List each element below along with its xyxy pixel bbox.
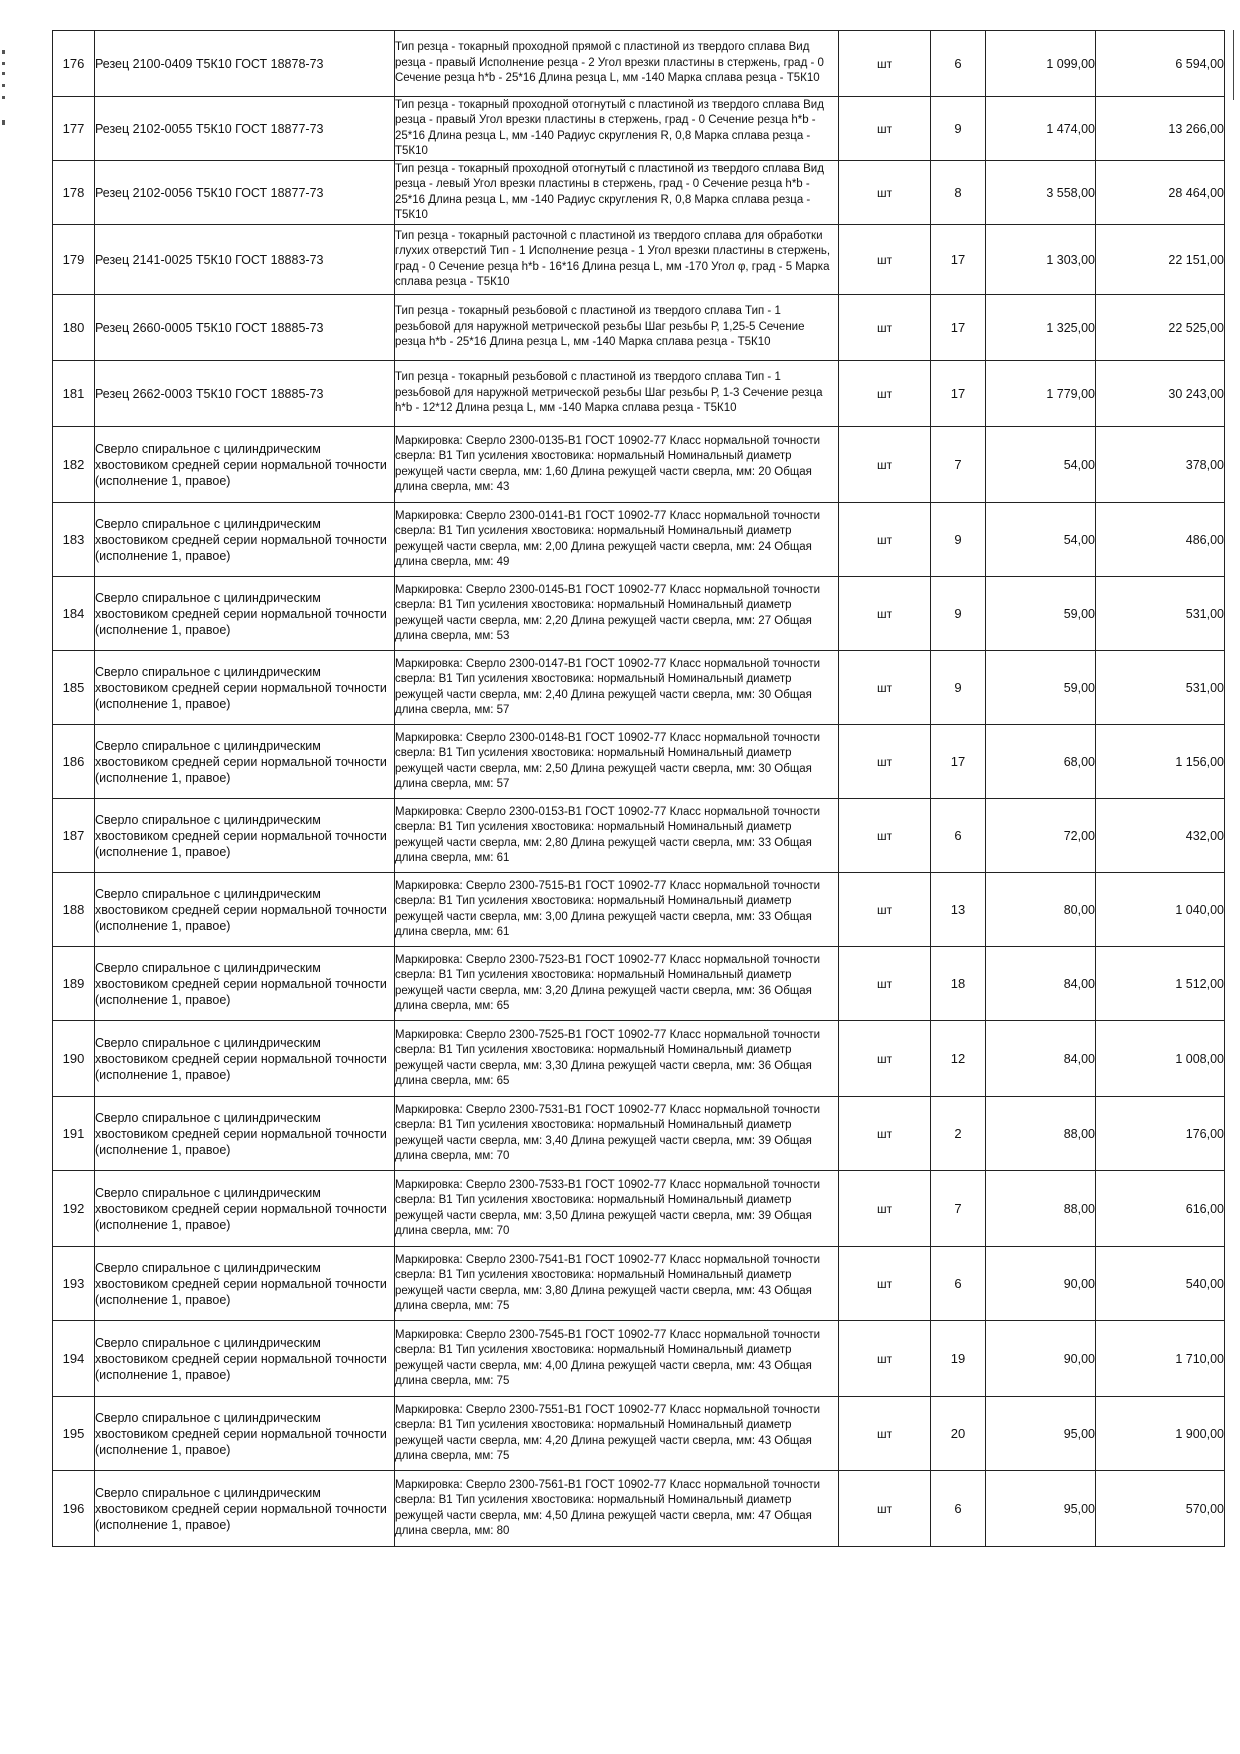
item-description: Маркировка: Сверло 2300-7531-В1 ГОСТ 10902-77 Класс нормальной точности сверла: В1 Тип усиления хвостовика: нормальный Номинальный диаметр режущей части сверла, мм: 3,40 Длина режущей части сверла, мм: 39 Общая длина сверла, мм: 70 bbox=[395, 1097, 839, 1171]
line-total: 540,00 bbox=[1096, 1247, 1225, 1321]
unit-of-measure: шт bbox=[839, 427, 931, 503]
unit-of-measure: шт bbox=[839, 503, 931, 577]
item-name: Резец 2662-0003 Т5К10 ГОСТ 18885-73 bbox=[95, 361, 395, 427]
item-description: Тип резца - токарный проходной прямой с пластиной из твердого сплава Вид резца - правый Исполнение резца - 2 Угол врезки пластины в стержень, град - 0 Сечение резца h*b - 25*16 Длина резца L, мм -140 Марка сплава резца - Т5К10 bbox=[395, 31, 839, 97]
quantity: 17 bbox=[931, 361, 986, 427]
unit-of-measure: шт bbox=[839, 1321, 931, 1397]
item-name: Сверло спиральное с цилиндрическим хвостовиком средней серии нормальной точности (исполнение 1, правое) bbox=[95, 651, 395, 725]
unit-of-measure: шт bbox=[839, 725, 931, 799]
unit-of-measure: шт bbox=[839, 651, 931, 725]
line-total: 1 710,00 bbox=[1096, 1321, 1225, 1397]
quantity: 13 bbox=[931, 873, 986, 947]
item-description: Маркировка: Сверло 2300-7523-В1 ГОСТ 10902-77 Класс нормальной точности сверла: В1 Тип усиления хвостовика: нормальный Номинальный диаметр режущей части сверла, мм: 3,20 Длина режущей части сверла, мм: 36 Общая длина сверла, мм: 65 bbox=[395, 947, 839, 1021]
unit-price: 1 099,00 bbox=[986, 31, 1096, 97]
quantity: 20 bbox=[931, 1397, 986, 1471]
quantity: 8 bbox=[931, 161, 986, 225]
row-number: 191 bbox=[53, 1097, 95, 1171]
quantity: 9 bbox=[931, 503, 986, 577]
table-row bbox=[53, 873, 1225, 947]
item-name: Резец 2141-0025 Т5К10 ГОСТ 18883-73 bbox=[95, 225, 395, 295]
line-total: 1 900,00 bbox=[1096, 1397, 1225, 1471]
scan-mark bbox=[2, 62, 5, 65]
line-total: 486,00 bbox=[1096, 503, 1225, 577]
row-number: 184 bbox=[53, 577, 95, 651]
line-total: 6 594,00 bbox=[1096, 31, 1225, 97]
quantity: 17 bbox=[931, 725, 986, 799]
row-number: 179 bbox=[53, 225, 95, 295]
unit-price: 54,00 bbox=[986, 503, 1096, 577]
line-total: 1 008,00 bbox=[1096, 1021, 1225, 1097]
row-number: 192 bbox=[53, 1171, 95, 1247]
line-total: 1 040,00 bbox=[1096, 873, 1225, 947]
row-number: 193 bbox=[53, 1247, 95, 1321]
table-row bbox=[53, 947, 1225, 1021]
line-total: 1 156,00 bbox=[1096, 725, 1225, 799]
table-row bbox=[53, 503, 1225, 577]
quantity: 9 bbox=[931, 577, 986, 651]
unit-price: 1 303,00 bbox=[986, 225, 1096, 295]
row-number: 189 bbox=[53, 947, 95, 1021]
item-description: Тип резца - токарный резьбовой с пластиной из твердого сплава Тип - 1 резьбовой для наружной метрической резьбы Шаг резьбы Р, 1,25-5 Сечение резца h*b - 25*16 Длина резца L, мм -140 Марка сплава резца - Т5К10 bbox=[395, 295, 839, 361]
item-name: Сверло спиральное с цилиндрическим хвостовиком средней серии нормальной точности (исполнение 1, правое) bbox=[95, 1471, 395, 1547]
quantity: 12 bbox=[931, 1021, 986, 1097]
line-total: 22 525,00 bbox=[1096, 295, 1225, 361]
unit-price: 88,00 bbox=[986, 1097, 1096, 1171]
unit-of-measure: шт bbox=[839, 1021, 931, 1097]
row-number: 186 bbox=[53, 725, 95, 799]
item-name: Сверло спиральное с цилиндрическим хвостовиком средней серии нормальной точности (исполнение 1, правое) bbox=[95, 1021, 395, 1097]
unit-price: 88,00 bbox=[986, 1171, 1096, 1247]
quantity: 6 bbox=[931, 1471, 986, 1547]
scan-mark bbox=[2, 96, 5, 99]
unit-price: 68,00 bbox=[986, 725, 1096, 799]
scan-edge-line bbox=[1233, 30, 1234, 100]
item-description: Маркировка: Сверло 2300-7561-В1 ГОСТ 10902-77 Класс нормальной точности сверла: В1 Тип усиления хвостовика: нормальный Номинальный диаметр режущей части сверла, мм: 4,50 Длина режущей части сверла, мм: 47 Общая длина сверла, мм: 80 bbox=[395, 1471, 839, 1547]
quantity: 17 bbox=[931, 295, 986, 361]
item-name: Сверло спиральное с цилиндрическим хвостовиком средней серии нормальной точности (исполнение 1, правое) bbox=[95, 873, 395, 947]
table-row bbox=[53, 225, 1225, 295]
unit-of-measure: шт bbox=[839, 1097, 931, 1171]
item-name: Сверло спиральное с цилиндрическим хвостовиком средней серии нормальной точности (исполнение 1, правое) bbox=[95, 1397, 395, 1471]
table-row bbox=[53, 1171, 1225, 1247]
line-total: 616,00 bbox=[1096, 1171, 1225, 1247]
quantity: 6 bbox=[931, 31, 986, 97]
unit-of-measure: шт bbox=[839, 295, 931, 361]
item-description: Маркировка: Сверло 2300-0153-В1 ГОСТ 10902-77 Класс нормальной точности сверла: В1 Тип усиления хвостовика: нормальный Номинальный диаметр режущей части сверла, мм: 2,80 Длина режущей части сверла, мм: 33 Общая длина сверла, мм: 61 bbox=[395, 799, 839, 873]
item-name: Резец 2660-0005 Т5К10 ГОСТ 18885-73 bbox=[95, 295, 395, 361]
table-row bbox=[53, 1397, 1225, 1471]
table-row bbox=[53, 1247, 1225, 1321]
item-description: Маркировка: Сверло 2300-7515-В1 ГОСТ 10902-77 Класс нормальной точности сверла: В1 Тип усиления хвостовика: нормальный Номинальный диаметр режущей части сверла, мм: 3,00 Длина режущей части сверла, мм: 33 Общая длина сверла, мм: 61 bbox=[395, 873, 839, 947]
table-row bbox=[53, 1321, 1225, 1397]
line-total: 531,00 bbox=[1096, 577, 1225, 651]
table-row bbox=[53, 361, 1225, 427]
unit-of-measure: шт bbox=[839, 947, 931, 1021]
item-description: Маркировка: Сверло 2300-7533-В1 ГОСТ 10902-77 Класс нормальной точности сверла: В1 Тип усиления хвостовика: нормальный Номинальный диаметр режущей части сверла, мм: 3,50 Длина режущей части сверла, мм: 39 Общая длина сверла, мм: 70 bbox=[395, 1171, 839, 1247]
line-total: 176,00 bbox=[1096, 1097, 1225, 1171]
line-total: 30 243,00 bbox=[1096, 361, 1225, 427]
item-description: Маркировка: Сверло 2300-0148-В1 ГОСТ 10902-77 Класс нормальной точности сверла: В1 Тип усиления хвостовика: нормальный Номинальный диаметр режущей части сверла, мм: 2,50 Длина режущей части сверла, мм: 30 Общая длина сверла, мм: 57 bbox=[395, 725, 839, 799]
unit-of-measure: шт bbox=[839, 225, 931, 295]
row-number: 176 bbox=[53, 31, 95, 97]
quantity: 7 bbox=[931, 1171, 986, 1247]
item-name: Резец 2102-0055 Т5К10 ГОСТ 18877-73 bbox=[95, 97, 395, 161]
line-total: 432,00 bbox=[1096, 799, 1225, 873]
item-description: Маркировка: Сверло 2300-7525-В1 ГОСТ 10902-77 Класс нормальной точности сверла: В1 Тип усиления хвостовика: нормальный Номинальный диаметр режущей части сверла, мм: 3,30 Длина режущей части сверла, мм: 36 Общая длина сверла, мм: 65 bbox=[395, 1021, 839, 1097]
unit-of-measure: шт bbox=[839, 577, 931, 651]
unit-price: 1 325,00 bbox=[986, 295, 1096, 361]
item-name: Сверло спиральное с цилиндрическим хвостовиком средней серии нормальной точности (исполнение 1, правое) bbox=[95, 1171, 395, 1247]
scan-mark bbox=[2, 120, 5, 125]
unit-price: 84,00 bbox=[986, 1021, 1096, 1097]
row-number: 181 bbox=[53, 361, 95, 427]
scan-mark bbox=[2, 50, 5, 54]
item-name: Сверло спиральное с цилиндрическим хвостовиком средней серии нормальной точности (исполнение 1, правое) bbox=[95, 1321, 395, 1397]
item-name: Сверло спиральное с цилиндрическим хвостовиком средней серии нормальной точности (исполнение 1, правое) bbox=[95, 1247, 395, 1321]
row-number: 190 bbox=[53, 1021, 95, 1097]
unit-price: 1 474,00 bbox=[986, 97, 1096, 161]
table-row bbox=[53, 161, 1225, 225]
item-name: Сверло спиральное с цилиндрическим хвостовиком средней серии нормальной точности (исполнение 1, правое) bbox=[95, 577, 395, 651]
scan-mark bbox=[2, 72, 5, 75]
quantity: 9 bbox=[931, 97, 986, 161]
line-total: 570,00 bbox=[1096, 1471, 1225, 1547]
table-row bbox=[53, 799, 1225, 873]
unit-of-measure: шт bbox=[839, 97, 931, 161]
line-total: 531,00 bbox=[1096, 651, 1225, 725]
unit-price: 90,00 bbox=[986, 1247, 1096, 1321]
unit-of-measure: шт bbox=[839, 1247, 931, 1321]
unit-price: 84,00 bbox=[986, 947, 1096, 1021]
unit-of-measure: шт bbox=[839, 799, 931, 873]
item-description: Тип резца - токарный проходной отогнутый с пластиной из твердого сплава Вид резца - правый Угол врезки пластины в стержень, град - 0 Сечение резца h*b - 25*16 Длина резца L, мм -140 Радиус скругления R, 0,8 Марка сплава резца - Т5К10 bbox=[395, 97, 839, 161]
table-row bbox=[53, 725, 1225, 799]
row-number: 196 bbox=[53, 1471, 95, 1547]
item-description: Тип резца - токарный резьбовой с пластиной из твердого сплава Тип - 1 резьбовой для наружной метрической резьбы Шаг резьбы Р, 1-3 Сечение резца h*b - 12*12 Длина резца L, мм -140 Марка сплава резца - Т5К10 bbox=[395, 361, 839, 427]
table-row bbox=[53, 577, 1225, 651]
row-number: 183 bbox=[53, 503, 95, 577]
unit-price: 54,00 bbox=[986, 427, 1096, 503]
unit-price: 95,00 bbox=[986, 1397, 1096, 1471]
item-name: Сверло спиральное с цилиндрическим хвостовиком средней серии нормальной точности (исполнение 1, правое) bbox=[95, 427, 395, 503]
table-row bbox=[53, 651, 1225, 725]
table-row bbox=[53, 295, 1225, 361]
table-row bbox=[53, 427, 1225, 503]
quantity: 19 bbox=[931, 1321, 986, 1397]
unit-price: 59,00 bbox=[986, 577, 1096, 651]
unit-of-measure: шт bbox=[839, 31, 931, 97]
unit-price: 80,00 bbox=[986, 873, 1096, 947]
unit-of-measure: шт bbox=[839, 1171, 931, 1247]
item-description: Маркировка: Сверло 2300-0147-В1 ГОСТ 10902-77 Класс нормальной точности сверла: В1 Тип усиления хвостовика: нормальный Номинальный диаметр режущей части сверла, мм: 2,40 Длина режущей части сверла, мм: 30 Общая длина сверла, мм: 57 bbox=[395, 651, 839, 725]
row-number: 180 bbox=[53, 295, 95, 361]
unit-price: 3 558,00 bbox=[986, 161, 1096, 225]
item-name: Сверло спиральное с цилиндрическим хвостовиком средней серии нормальной точности (исполнение 1, правое) bbox=[95, 799, 395, 873]
table-row bbox=[53, 31, 1225, 97]
row-number: 177 bbox=[53, 97, 95, 161]
item-description: Маркировка: Сверло 2300-0141-В1 ГОСТ 10902-77 Класс нормальной точности сверла: В1 Тип усиления хвостовика: нормальный Номинальный диаметр режущей части сверла, мм: 2,00 Длина режущей части сверла, мм: 24 Общая длина сверла, мм: 49 bbox=[395, 503, 839, 577]
quantity: 6 bbox=[931, 799, 986, 873]
item-description: Маркировка: Сверло 2300-7551-В1 ГОСТ 10902-77 Класс нормальной точности сверла: В1 Тип усиления хвостовика: нормальный Номинальный диаметр режущей части сверла, мм: 4,20 Длина режущей части сверла, мм: 43 Общая длина сверла, мм: 75 bbox=[395, 1397, 839, 1471]
table-body bbox=[53, 31, 1225, 1547]
unit-of-measure: шт bbox=[839, 1471, 931, 1547]
row-number: 195 bbox=[53, 1397, 95, 1471]
line-total: 28 464,00 bbox=[1096, 161, 1225, 225]
row-number: 178 bbox=[53, 161, 95, 225]
row-number: 182 bbox=[53, 427, 95, 503]
table-row bbox=[53, 1471, 1225, 1547]
line-total: 13 266,00 bbox=[1096, 97, 1225, 161]
table-row bbox=[53, 1097, 1225, 1171]
item-description: Маркировка: Сверло 2300-0135-В1 ГОСТ 10902-77 Класс нормальной точности сверла: В1 Тип усиления хвостовика: нормальный Номинальный диаметр режущей части сверла, мм: 1,60 Длина режущей части сверла, мм: 20 Общая длина сверла, мм: 43 bbox=[395, 427, 839, 503]
item-name: Сверло спиральное с цилиндрическим хвостовиком средней серии нормальной точности (исполнение 1, правое) bbox=[95, 947, 395, 1021]
item-name: Сверло спиральное с цилиндрическим хвостовиком средней серии нормальной точности (исполнение 1, правое) bbox=[95, 725, 395, 799]
item-description: Маркировка: Сверло 2300-7541-В1 ГОСТ 10902-77 Класс нормальной точности сверла: В1 Тип усиления хвостовика: нормальный Номинальный диаметр режущей части сверла, мм: 3,80 Длина режущей части сверла, мм: 43 Общая длина сверла, мм: 75 bbox=[395, 1247, 839, 1321]
row-number: 188 bbox=[53, 873, 95, 947]
unit-of-measure: шт bbox=[839, 873, 931, 947]
table-row bbox=[53, 97, 1225, 161]
unit-price: 1 779,00 bbox=[986, 361, 1096, 427]
unit-price: 95,00 bbox=[986, 1471, 1096, 1547]
specification-table bbox=[52, 30, 1225, 1547]
item-name: Сверло спиральное с цилиндрическим хвостовиком средней серии нормальной точности (исполнение 1, правое) bbox=[95, 1097, 395, 1171]
unit-of-measure: шт bbox=[839, 1397, 931, 1471]
unit-of-measure: шт bbox=[839, 361, 931, 427]
item-name: Резец 2102-0056 Т5К10 ГОСТ 18877-73 bbox=[95, 161, 395, 225]
quantity: 9 bbox=[931, 651, 986, 725]
quantity: 2 bbox=[931, 1097, 986, 1171]
row-number: 187 bbox=[53, 799, 95, 873]
item-description: Тип резца - токарный проходной отогнутый с пластиной из твердого сплава Вид резца - левый Угол врезки пластины в стержень, град - 0 Сечение резца h*b - 25*16 Длина резца L, мм -140 Радиус скругления R, 0,8 Марка сплава резца - Т5К10 bbox=[395, 161, 839, 225]
scan-mark bbox=[2, 84, 5, 87]
unit-price: 59,00 bbox=[986, 651, 1096, 725]
unit-price: 72,00 bbox=[986, 799, 1096, 873]
item-description: Тип резца - токарный расточной с пластиной из твердого сплава для обработки глухих отверстий Тип - 1 Исполнение резца - 1 Угол врезки пластины в стержень, град - 0 Сечение резца h*b - 16*16 Длина резца L, мм -170 Угол φ, град - 5 Марка сплава резца - Т5К10 bbox=[395, 225, 839, 295]
row-number: 194 bbox=[53, 1321, 95, 1397]
line-total: 1 512,00 bbox=[1096, 947, 1225, 1021]
quantity: 6 bbox=[931, 1247, 986, 1321]
line-total: 22 151,00 bbox=[1096, 225, 1225, 295]
item-description: Маркировка: Сверло 2300-7545-В1 ГОСТ 10902-77 Класс нормальной точности сверла: В1 Тип усиления хвостовика: нормальный Номинальный диаметр режущей части сверла, мм: 4,00 Длина режущей части сверла, мм: 43 Общая длина сверла, мм: 75 bbox=[395, 1321, 839, 1397]
row-number: 185 bbox=[53, 651, 95, 725]
unit-price: 90,00 bbox=[986, 1321, 1096, 1397]
item-name: Сверло спиральное с цилиндрическим хвостовиком средней серии нормальной точности (исполнение 1, правое) bbox=[95, 503, 395, 577]
unit-of-measure: шт bbox=[839, 161, 931, 225]
quantity: 18 bbox=[931, 947, 986, 1021]
line-total: 378,00 bbox=[1096, 427, 1225, 503]
quantity: 7 bbox=[931, 427, 986, 503]
item-description: Маркировка: Сверло 2300-0145-В1 ГОСТ 10902-77 Класс нормальной точности сверла: В1 Тип усиления хвостовика: нормальный Номинальный диаметр режущей части сверла, мм: 2,20 Длина режущей части сверла, мм: 27 Общая длина сверла, мм: 53 bbox=[395, 577, 839, 651]
quantity: 17 bbox=[931, 225, 986, 295]
table-row bbox=[53, 1021, 1225, 1097]
item-name: Резец 2100-0409 Т5К10 ГОСТ 18878-73 bbox=[95, 31, 395, 97]
